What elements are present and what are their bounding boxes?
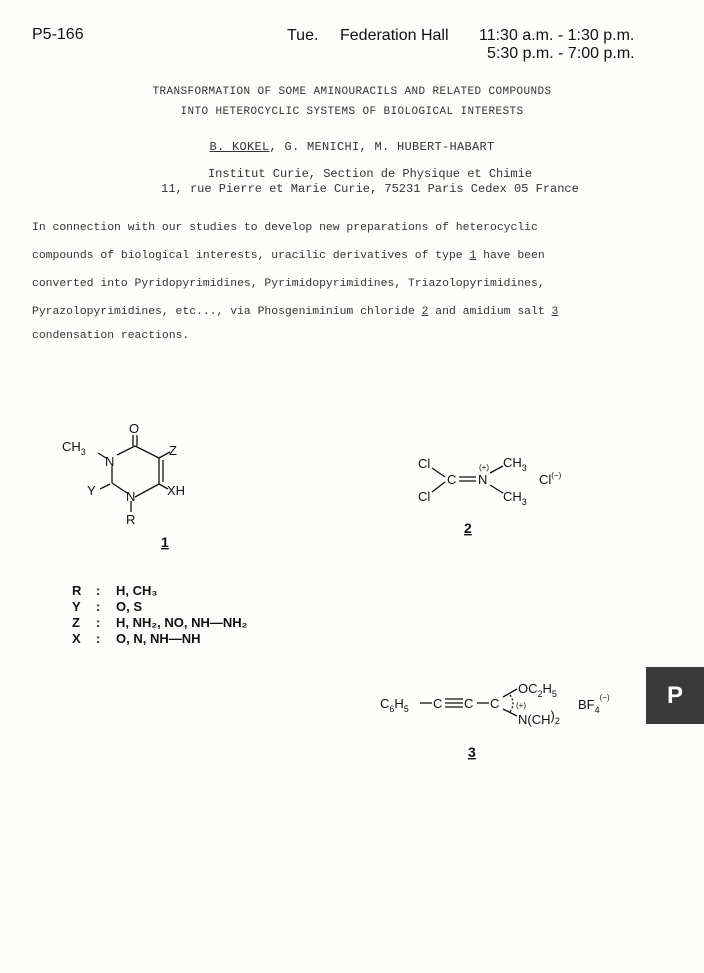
ethoxy-group: $OC_2H_5$ — [518, 681, 557, 699]
atom-label: N — [126, 489, 136, 504]
institution-line-1: Institut Curie, Section de Physique et Chimie — [207, 167, 533, 181]
legend-colon: : — [96, 615, 101, 630]
bond — [432, 482, 445, 492]
bond — [135, 484, 159, 497]
atom-label: $CH_3$ — [62, 439, 86, 457]
section-tab — [646, 667, 704, 724]
abstract-line-1: In connection with our studies to develop new preparations of heterocyclic — [32, 222, 538, 234]
compound-ref-3: 3 — [551, 306, 559, 318]
atom-label: Cl — [418, 456, 431, 471]
abstract-line-3: converted into Pyridopyrimidines, Pyrimidopyrimidines, Triazolopyrimidines, — [32, 278, 545, 290]
atom-label: R — [126, 512, 136, 527]
atom-label: C — [490, 696, 500, 711]
legend-row-z — [72, 615, 247, 630]
structure-label-1: 1 — [161, 534, 169, 550]
legend-row-x — [72, 631, 201, 646]
legend-colon: : — [96, 583, 101, 598]
compound-ref-2: 2 — [421, 306, 429, 318]
presenting-author: B. KOKEL — [209, 140, 270, 154]
legend-key: Y — [72, 599, 81, 614]
legend-key: Z — [72, 615, 80, 630]
atom-label: XH — [167, 483, 186, 498]
section-tab-letter: P — [666, 681, 683, 709]
abstract-text: have been — [476, 250, 545, 262]
legend-value: O, N, NH—NH — [116, 631, 201, 646]
legend-key: R — [72, 583, 82, 598]
atom-label: $CH_3$ — [503, 455, 527, 473]
atom-label: Y — [87, 483, 96, 498]
resonance-dash — [510, 695, 513, 712]
atom-label: C — [433, 696, 443, 711]
abstract-text: compounds of biological interests, uracilic derivatives of type — [32, 250, 470, 262]
poster-code: P5-166 — [32, 26, 84, 43]
bond — [135, 446, 159, 458]
legend-row-r — [72, 583, 157, 598]
legend-key: X — [72, 631, 81, 646]
legend-value: O, S — [116, 599, 143, 614]
bond — [112, 483, 127, 493]
atom-label: C — [447, 472, 457, 487]
co-authors: , G. MENICHI, M. HUBERT-HABART — [269, 140, 495, 154]
atom-label: N — [105, 454, 115, 469]
atom-label: N — [478, 472, 488, 487]
atom-label: Cl — [418, 489, 431, 504]
counter-ion: Cl(−) — [539, 471, 562, 487]
legend-colon: : — [96, 599, 101, 614]
phenyl-group: $C_6H_5$ — [380, 696, 409, 714]
session-time-1: 11:30 a.m. - 1:30 p.m. — [479, 27, 635, 44]
atom-label: Z — [169, 443, 177, 458]
bond — [490, 485, 503, 493]
bond — [100, 484, 110, 489]
charge-label: (+) — [479, 463, 489, 472]
compound-ref-1: 1 — [469, 250, 477, 262]
session-time-2: 5:30 p.m. - 7:00 p.m. — [487, 45, 635, 62]
charge-label: (+) — [516, 701, 526, 710]
session-venue: Federation Hall — [340, 27, 449, 44]
atom-label: C — [464, 696, 474, 711]
paper-title-line-1: TRANSFORMATION OF SOME AMINOURACILS AND RELATED COMPOUNDS — [152, 86, 552, 98]
structure-label-3: 3 — [468, 744, 476, 760]
bond — [490, 466, 503, 473]
institution-line-2: 11, rue Pierre et Marie Curie, 75231 Paris Cedex 05 France — [161, 182, 579, 196]
bond — [503, 709, 517, 716]
bond — [432, 468, 445, 477]
session-day: Tue. — [287, 27, 319, 44]
paper-title-line-2: INTO HETEROCYCLIC SYSTEMS OF BIOLOGICAL INTERESTS — [180, 106, 524, 118]
legend-value: H, CH₃ — [116, 583, 158, 598]
bond — [117, 446, 135, 455]
abstract-text: and amidium salt — [428, 306, 552, 318]
atom-label: O — [129, 421, 140, 436]
legend-value: H, NH₂, NO, NH—NH₂ — [116, 615, 248, 630]
legend-colon: : — [96, 631, 101, 646]
structure-2 — [432, 466, 503, 493]
dimethylamino-group: $N(CH)_2$ — [518, 708, 560, 727]
abstract-text: Pyrazolopyrimidines, etc..., via Phosgeniminium chloride — [32, 306, 422, 318]
abstract-line-5: condensation reactions. — [32, 330, 190, 342]
counter-ion: $BF_4^{(-)}$ — [578, 693, 610, 715]
legend-row-y — [72, 599, 142, 614]
structure-label-2: 2 — [464, 520, 472, 536]
atom-label: $CH_3$ — [503, 489, 527, 507]
